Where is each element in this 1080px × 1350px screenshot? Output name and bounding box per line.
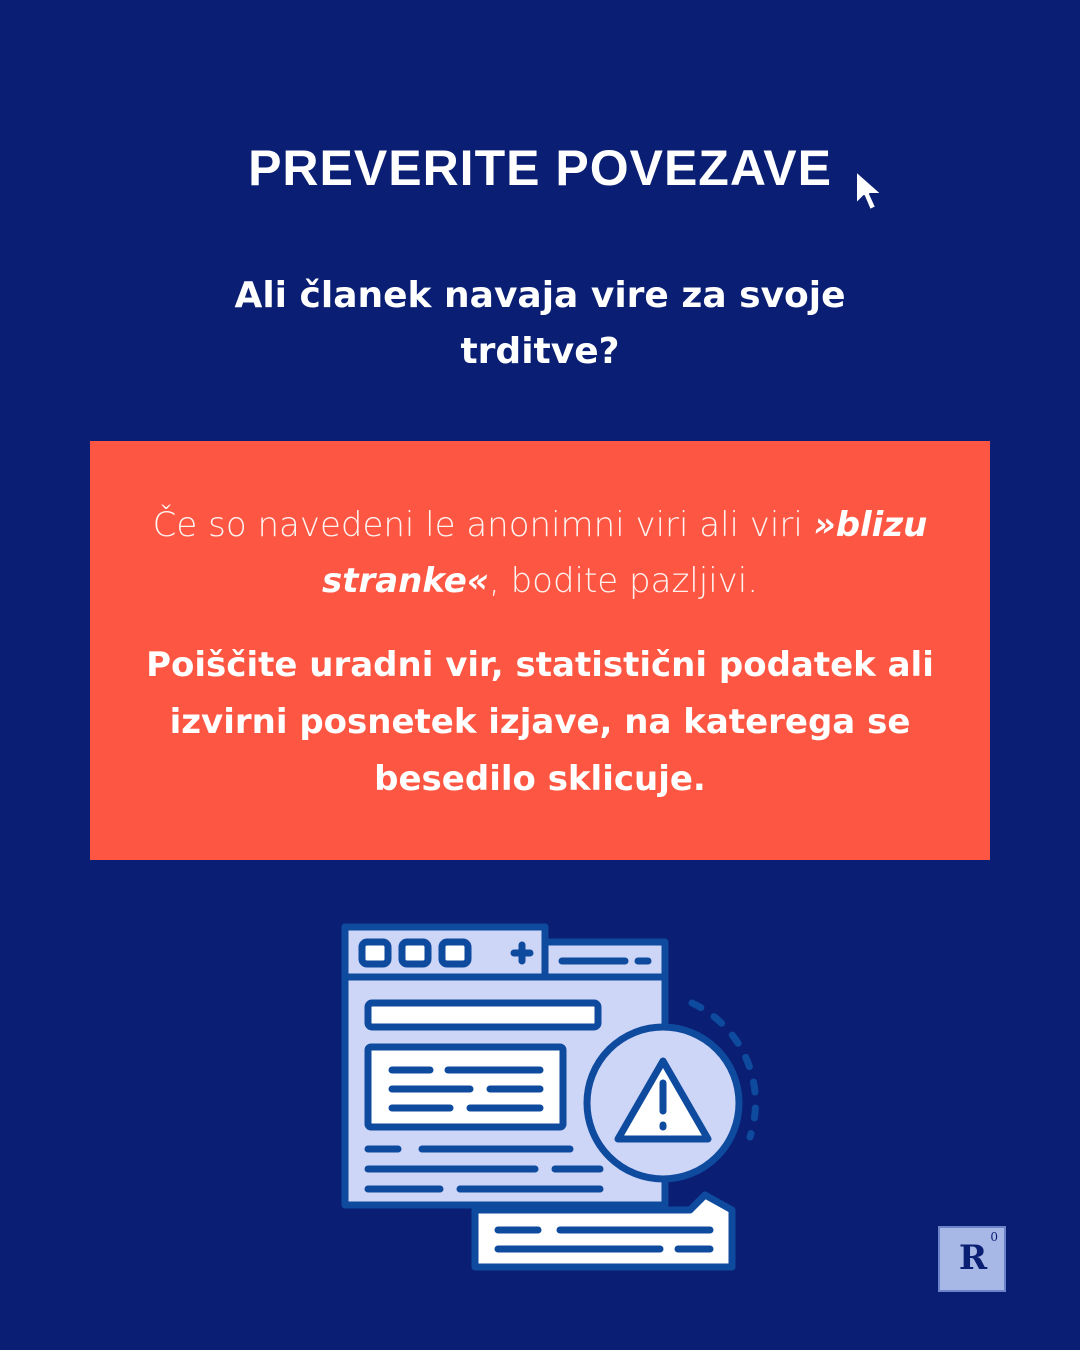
mouse-pointer-icon	[852, 168, 888, 214]
logo-superscript: 0	[990, 1230, 998, 1244]
brand-logo	[938, 1226, 1006, 1292]
page-title: PREVERITE POVEZAVE	[248, 140, 832, 196]
logo-letter: R	[958, 1238, 988, 1278]
warning-outro: , bodite pazljivi.	[488, 561, 759, 601]
warning-text	[130, 497, 950, 609]
warning-emphasis: »blizu stranke«	[321, 505, 928, 601]
info-panel	[90, 441, 990, 860]
browser-warning-icon	[330, 915, 780, 1280]
question-text: Ali članek navaja vire za svoje trditve?	[234, 275, 846, 372]
advice-text: Poiščite uradni vir, statistični podatek ali izvirni posnetek izjave, na katerega se besedilo sklicuje.	[146, 645, 934, 799]
warning-intro: Če so navedeni le anonimni viri ali viri	[152, 505, 814, 545]
